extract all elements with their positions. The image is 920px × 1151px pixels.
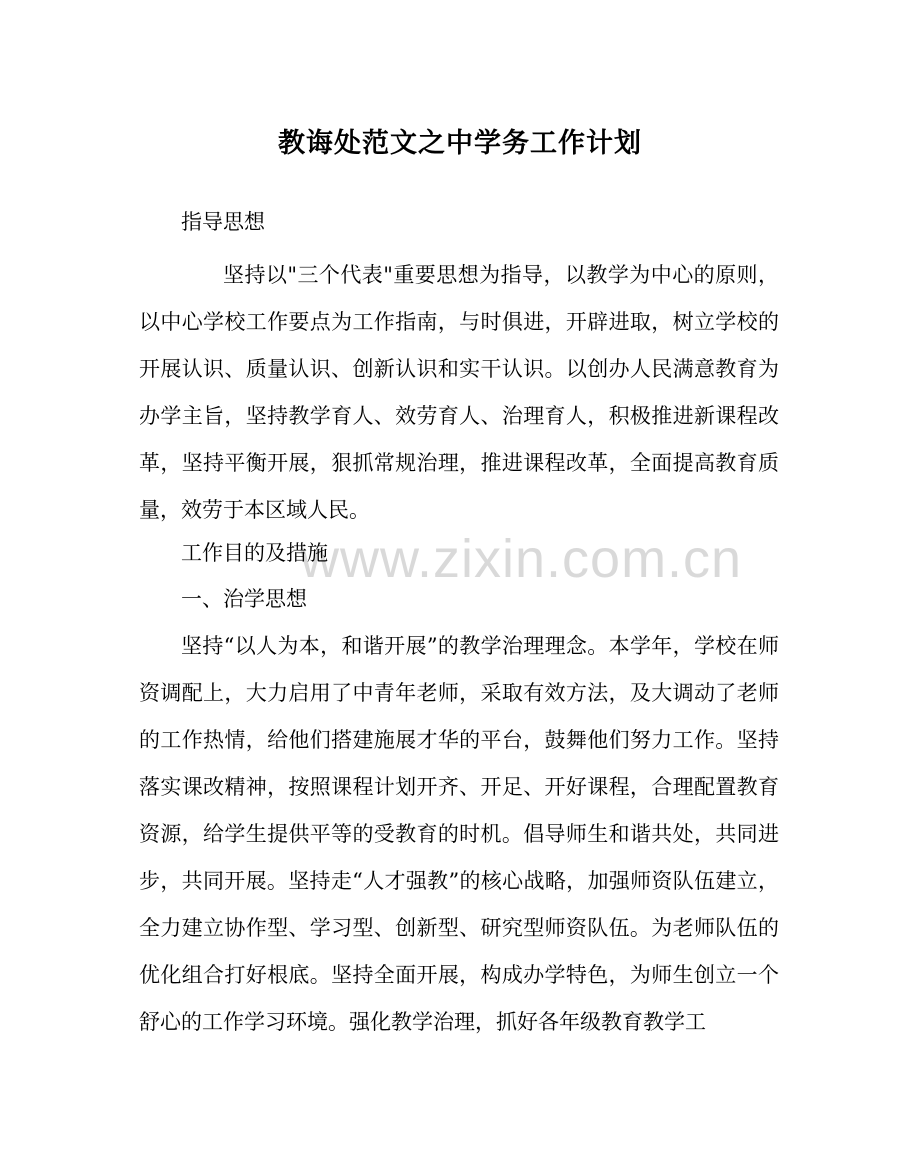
document-title: 教诲处范文之中学务工作计划 (278, 128, 642, 159)
watermark: www.zixin.com.cn (300, 529, 743, 589)
section-heading-guide: 指导思想 (181, 210, 265, 234)
section-heading-goals: 工作目的及措施 (181, 541, 328, 565)
guide-paragraph: 坚持以"三个代表"重要思想为指导，以教学为中心的原则，以中心学校工作要点为工作指南，与时俱进，开辟进取，树立学校的开展认识、质量认识、创新认识和实干认识。以创办人民满意教育为办学主旨，坚持教学育人、效劳育人、治理育人，积极推进新课程改革，坚持平衡开展，狠抓常规治理，推进课程改革，全面提高教育质量，效劳于本区域人民。 (139, 263, 779, 522)
sub-heading-philosophy: 一、治学思想 (181, 587, 307, 611)
admin-paragraph: 坚持“以人为本，和谐开展”的教学治理理念。本学年，学校在师资调配上，大力启用了中青年老师，采取有效方法，及大调动了老师的工作热情，给他们搭建施展才华的平台，鼓舞他们努力工作。坚持落实课改精神，按照课程计划开齐、开足、开好课程，合理配置教育资源，给学生提供平等的受教育的时机。倡导师生和谐共处，共同进步，共同开展。坚持走“人才强教”的核心战略，加强师资队伍建立，全力建立协作型、学习型、创新型、研究型师资队伍。为老师队伍的优化组合打好根底。坚持全面开展，构成办学特色，为师生创立一个舒心的工作学习环境。强化教学治理，抓好各年级教育教学工 (139, 634, 779, 1034)
